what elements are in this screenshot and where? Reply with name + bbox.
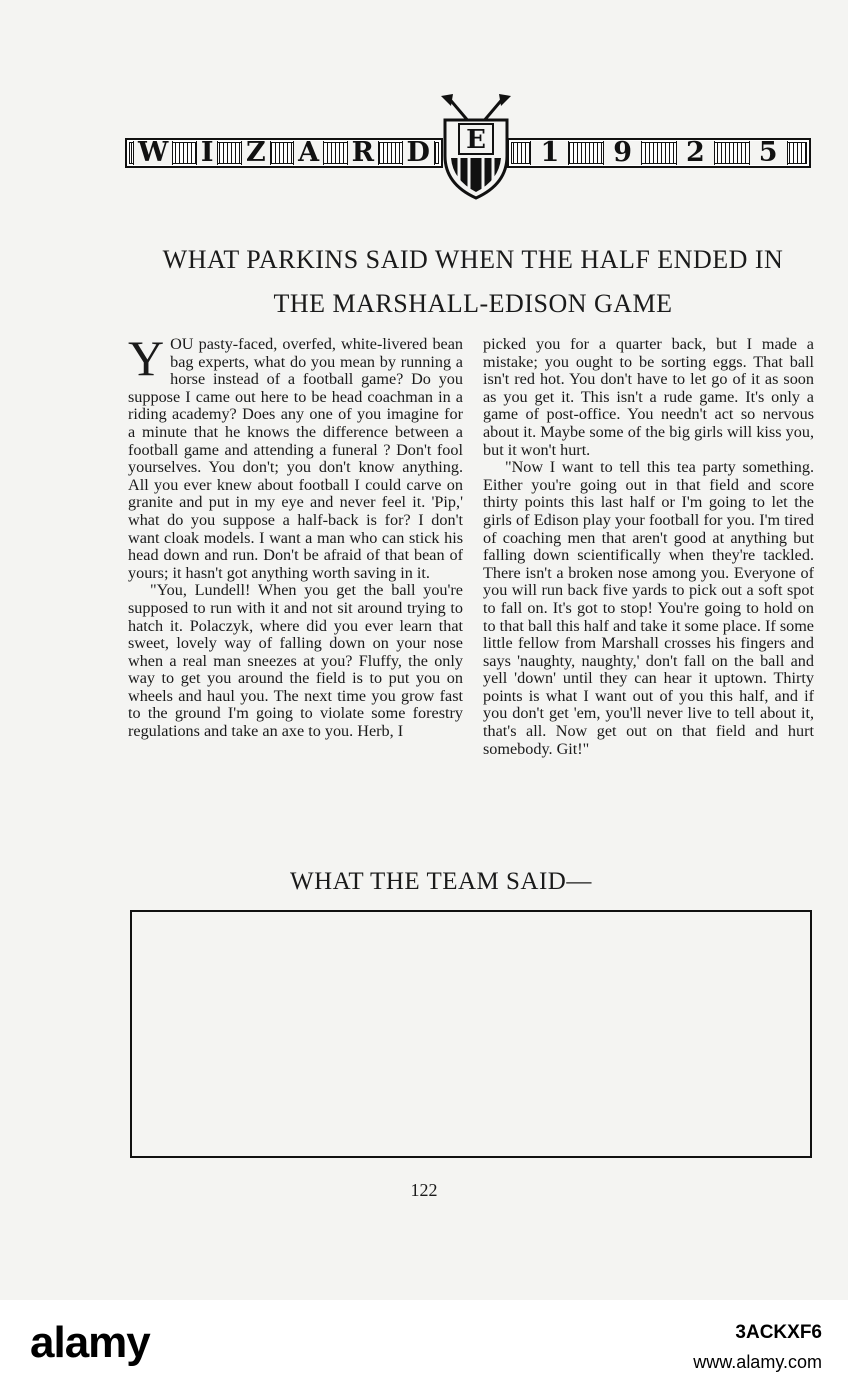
- watermark-logo: alamy: [30, 1318, 150, 1367]
- banner-digit: 2: [676, 141, 715, 165]
- watermark-footer: [0, 1300, 848, 1390]
- banner-letter: I: [196, 141, 219, 165]
- banner-year-digits: [515, 137, 803, 168]
- article-paragraph: "Now I want to tell this tea party something. Either you're going out in that field and score thirty points this last half or I'm going to let the girls of Edison play your football for you. I'm tired of coaching men that aren't good at anything but falling down scientifically when they're tackled. There isn't a broken nose among you. Everyone of you will run back five yards to pick out a soft spot to fall on. It's got to stop! You're going to hold on to that ball this half and take it some place. If some little fellow from Marshall crosses his fingers and says 'naughty, naughty,' don't fall on the ball and yell 'down' until they can hear it uptown. Thirty points is what I want out of you this half, and if you don't get 'em, you'll never live to tell about it, that's all. Now get out on that field and hurt somebody. Git!": [483, 458, 814, 758]
- drop-cap: Y: [128, 330, 165, 386]
- banner-letter: Z: [241, 141, 271, 165]
- banner-digit: 5: [749, 141, 788, 165]
- banner-digit: 9: [603, 141, 642, 165]
- page-number: 122: [410, 1180, 438, 1200]
- banner-letter: A: [293, 141, 324, 165]
- banner-letter: R: [347, 141, 379, 165]
- headline-line-2: THE MARSHALL-EDISON GAME: [273, 289, 673, 318]
- empty-answer-box: [130, 910, 812, 1158]
- banner-letter: D: [402, 141, 435, 165]
- watermark-url: www.alamy.com: [693, 1352, 822, 1372]
- article-right-column: [483, 336, 814, 758]
- banner-title-letters: [133, 137, 435, 168]
- article-paragraph: [128, 330, 463, 582]
- article-left-column: [128, 330, 463, 741]
- banner-right-band: [507, 138, 811, 168]
- banner-digit: 1: [530, 141, 569, 165]
- article-headline: [128, 238, 818, 326]
- crest-shield-icon: [437, 92, 515, 202]
- headline-line-1: WHAT PARKINS SAID WHEN THE HALF ENDED IN: [162, 245, 784, 274]
- paragraph-text: OU pasty-faced, overfed, white-livered bean bag experts, what do you mean by running a horse instead of a football game? Do you suppose I came out here to be head coachman in a riding academy? Does any one of you imagine for a minute that he knows the difference between a football game and attending a funeral ? Don't fool yourselves. You don't; you don't know anything. All you ever knew about football I could carve on granite and put in my eye and never feel it. 'Pip,' what do you suppose a half-back is for? I don't want cloak models. I want a man who can stick his head down and run. Don't be afraid of that bean of yours; it hasn't got anything worth saving in it.: [128, 335, 463, 582]
- wizard-1925-banner: [125, 92, 811, 202]
- article-paragraph: picked you for a quarter back, but I made a mistake; you ought to be sorting eggs. That ball isn't red hot. You don't have to let go of it as soon as you get it. This isn't a rude game. It's only a game of post-office. You needn't act so nervous about it. Maybe some of the big girls will kiss you, but it won't hurt.: [483, 335, 814, 459]
- banner-left-band: [125, 138, 443, 168]
- watermark-image-id: 3ACKXF6: [735, 1322, 822, 1343]
- crest-letter: E: [466, 125, 486, 155]
- team-said-heading: WHAT THE TEAM SAID—: [290, 868, 592, 895]
- banner-letter: W: [133, 141, 173, 165]
- article-paragraph: "You, Lundell! When you get the ball you're supposed to run with it and not sit around trying to hatch it. Polaczyk, where did you ever learn that sweet, lovely way of falling down on your nose when a real man sneezes at you? Fluffy, the only way to get you around the field is to put you on wheels and haul you. The next time you grow fast to the ground I'm going to violate some forestry regulations and take an axe to you. Herb, I: [128, 581, 463, 741]
